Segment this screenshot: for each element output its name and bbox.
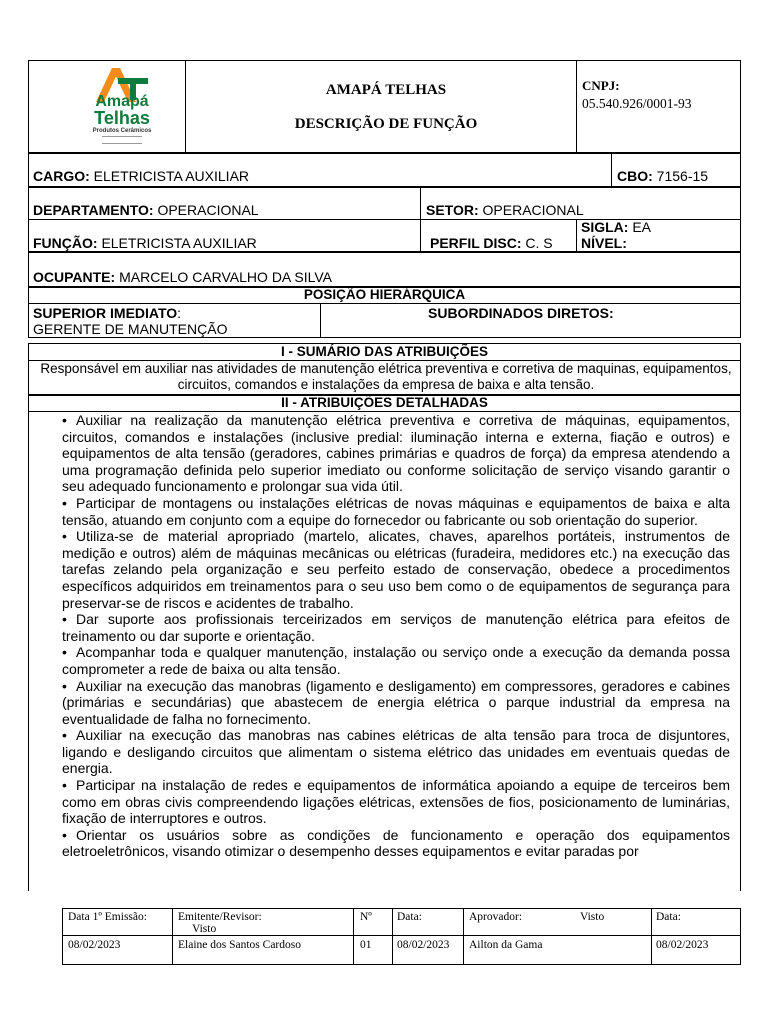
footer-header-numero: Nº [360,911,372,923]
bullet-icon: • [62,677,67,694]
logo-subtitle: Produtos Cerâmicos [92,128,152,134]
footer-col3 [392,908,393,965]
summary-title: I - SUMÁRIO DAS ATRIBUIÇÕES [280,344,488,359]
funcao-value: ELETRICISTA AUXILIAR [101,235,257,251]
bullet-icon: • [62,412,67,428]
details-item [62,644,730,677]
cargo-value: ELETRICISTA AUXILIAR [93,168,250,184]
cbo-field [617,168,708,184]
details-item [62,611,730,644]
details-item-text: Participar na instalação de redes e equipamentos de informática apoiando a equipe de terceiros bem como em obras civis compreendendo ligações elétricas, extensões de fios, posicionamento de luminárias, fixação de interruptores e outros. [62,777,730,827]
details-item-text: Acompanhar toda e qualquer manutenção, instalação ou serviço onde a execução da demanda possa comprometer a rede de baixa ou alta tensão. [62,644,730,677]
bullet-icon: • [62,826,67,843]
bullet-icon: • [62,611,67,628]
footer-col1 [172,908,173,965]
footer-value-numero: 01 [360,939,372,951]
footer-row-divider [62,935,741,936]
bullet-icon: • [62,777,67,794]
details-item-text: Utiliza-se de material apropriado (martelo, alicates, chaves, aparelhos portáteis, instrumentos de medição e outros) além de máquinas mecânicas ou elétricas (furadeira, medidores etc.) na execução das tarefas zelando pela organização e seu perfeito estado de conservação, obedece a procedimentos específicos adquiridos em treinamentos para o seu uso bem como o de equipamentos de segurança para preservar-se de riscos e acidentes de trabalho. [62,528,730,611]
superior-colon: : [177,305,182,321]
details-item [62,827,730,860]
details-item-text: Dar suporte aos profissionais terceirizados em serviços de manutenção elétrica para efeitos de treinamento ou dar suporte e orientação. [62,611,730,644]
details-item-text: Auxiliar na execução das manobras (ligamento e desligamento) em compressores, geradores e cabines (primárias e secundárias) que abastecem de energia elétrica o parque industrial da empresa na eventualidade de falha no fornecimento. [62,677,730,727]
ocupante-field [33,269,332,285]
footer-value-data2: 08/02/2023 [656,939,709,951]
superior-label: SUPERIOR IMEDIATO [33,305,178,321]
footer-header-emitente: Emitente/Revisor: [178,911,262,923]
details-item [62,678,730,728]
footer-value-emitente: Elaine dos Santos Cardoso [178,939,301,951]
footer-col5 [651,908,652,965]
departamento-field [33,202,259,218]
setor-divider [420,187,421,252]
details-item [62,412,730,495]
setor-field [426,202,584,218]
perfil-value: C. S [525,235,553,251]
superior-field [33,305,181,321]
logo-line1: Amapá [95,93,149,110]
document-title: DESCRIÇÃO DE FUNÇÃO [294,116,478,132]
footer-header-data2: Data: [656,911,681,923]
nivel-label: NÍVEL: [581,235,627,251]
ocupante-value: MARCELO CARVALHO DA SILVA [119,269,332,285]
footer-value-data: 08/02/2023 [397,939,450,951]
bullet-icon: • [62,528,67,545]
details-item-text: Auxiliar na execução das manobras nas cabines elétricas de alta tensão para troca de disjuntores, ligando e desligando circuitos que alimentam o sistema elétrico das unidades em eventuais quedas de energia. [62,727,730,777]
bullet-icon: • [62,644,67,661]
details-item [62,777,730,827]
cbo-label: CBO: [617,168,653,184]
hierarchy-title-divider [28,303,741,304]
bullet-icon: • [62,494,67,511]
header-divider-left [185,60,186,153]
footer-header-data: Data: [397,911,422,923]
company-logo [82,62,162,146]
perfil-label: PERFIL DISC: [430,235,522,251]
details-item-text: Orientar os usuários sobre as condições de funcionamento e operação dos equipamentos eletroeletrônicos, visando otimizar o desempenho desses equipamentos e evitar paradas por [62,826,730,860]
hierarchy-col-divider [320,303,321,338]
summary-text: Responsável em auxiliar nas atividades de manutenção elétrica preventiva e corretiva de maquinas, equipamentos, circuitos, comandos e instalações da empresa de baixa e alta tensão. [40,361,732,392]
sigla-label: SIGLA: [581,219,629,235]
sigla-field [581,219,651,235]
page-break-mask [29,891,740,907]
details-item-text: Participar de montagens ou instalações elétricas de novas máquinas e equipamentos de baixa e alta tensão, atuando em conjunto com a equipe do fornecedor ou fabricante ou sob orientação do superior. [62,494,730,528]
footer-header-data-emissao: Data 1º Emissão: [68,911,147,923]
bullet-icon: • [62,727,67,744]
footer-header-aprovador: Aprovador: [469,911,523,923]
hierarchy-title: POSIÇÃO HIERÁRQUICA [303,287,466,302]
cnpj-label: CNPJ: [582,78,620,93]
departamento-label: DEPARTAMENTO: [33,202,154,218]
details-item [62,495,730,528]
footer-header-visto2: Visto [580,911,605,923]
footer-col4 [463,908,464,965]
details-item [62,727,730,777]
footer-col2 [353,908,354,965]
details-list [62,412,730,860]
cbo-value: 7156-15 [656,168,709,184]
funcao-label: FUNÇÃO: [33,235,98,251]
company-name: AMAPÁ TELHAS [325,82,447,98]
details-item-text: Auxiliar na realização da manutenção elétrica preventiva e corretiva de máquinas, equipamentos, circuitos, comandos e instalações (inclusive predial: iluminação interna e externa, fiação e outros) e equipamentos de alta tensão (geradores, cabines primárias e quadros de força) da empresa atendendo a uma programação definida pelo superior imediato ou conforme solicitação de serviço visando garantir o seu adequado funcionamento e prolongar sua vida útil. [62,412,730,495]
sigla-value: EA [632,219,652,235]
ocupante-label: OCUPANTE: [33,269,116,285]
cargo-label: CARGO: [33,168,90,184]
departamento-value: OPERACIONAL [157,202,259,218]
footer-value-data-emissao: 08/02/2023 [68,939,121,951]
cnpj-value: 05.540.926/0001-93 [582,96,692,111]
sigla-divider [576,219,577,252]
footer-header-visto1: Visto [192,923,217,935]
cargo-divider [611,153,612,187]
setor-value: OPERACIONAL [482,202,584,218]
logo-tagline-lines [102,136,142,144]
perfil-field [430,235,553,251]
superior-value: GERENTE DE MANUTENÇÃO [33,321,228,337]
funcao-field [33,235,257,251]
details-item [62,528,730,611]
header-divider-right [576,60,577,153]
details-title: II - ATRIBUIÇÕES DETALHADAS [281,395,488,410]
cargo-field [33,168,249,184]
footer-value-aprovador: Ailton da Gama [469,939,543,951]
setor-label: SETOR: [426,202,479,218]
subordinados-label: SUBORDINADOS DIRETOS: [428,305,614,321]
logo-line2: Telhas [94,108,150,128]
